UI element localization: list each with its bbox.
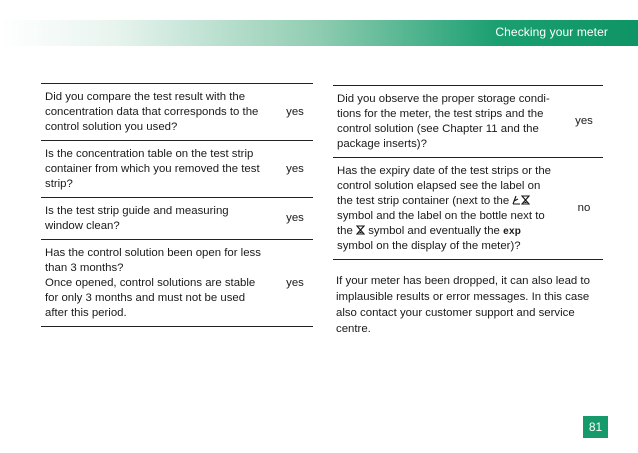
dropped-meter-note: If your meter has been dropped, it can also lead to implausible results or error messages. In this case also contact your customer support and service centre. [336, 275, 590, 335]
exp-symbol: exp [503, 226, 522, 237]
answer-cell: yes [575, 115, 593, 127]
table-row [41, 240, 313, 327]
question-cell: Is the concentration table on the test strip container from which you removed the test strip? [45, 148, 260, 190]
page-number: 81 [583, 416, 608, 438]
answer-cell: yes [286, 276, 304, 289]
table-row [333, 86, 603, 158]
question-cell: Did you observe the proper storage conditions for the meter, the test strips and the control solution (see Chapter 11 and the package inserts)? [337, 93, 550, 150]
question-cell [41, 240, 277, 327]
question-text-part3: symbol and eventually the [368, 225, 500, 237]
left-checklist-table [41, 83, 313, 327]
question-cell: Did you compare the test result with the concentration data that corresponds to the control solution you used? [45, 91, 259, 133]
question-text-part2: symbol and the label on the bottle next to the [337, 210, 545, 237]
page-header-title: Checking your meter [495, 25, 608, 39]
question-cell: Is the test strip guide and measuring window clean? [45, 205, 229, 232]
answer-cell: no [577, 202, 591, 214]
answer-cell: yes [286, 105, 304, 118]
hourglass-icon [521, 195, 530, 205]
question-text: Has the control solution been open for less than 3 months? [45, 247, 261, 274]
table-row [333, 158, 603, 260]
question-cell [333, 158, 565, 260]
hourglass-icon [356, 225, 365, 235]
answer-cell: yes [286, 162, 304, 175]
question-detail: Once opened, control solutions are stable for only 3 months and must not be used after this period. [45, 277, 256, 319]
answer-cell: yes [286, 212, 304, 224]
table-row [41, 84, 313, 141]
table-row [41, 141, 313, 198]
expiry-calendar-icon [512, 195, 521, 205]
question-text-part1: Has the expiry date of the test strips or the control solution elapsed see the label on the test strip container (next to the [337, 165, 551, 207]
table-row [41, 198, 313, 240]
right-checklist-table [333, 85, 603, 260]
question-text-part4: symbol on the display of the meter)? [337, 240, 521, 252]
